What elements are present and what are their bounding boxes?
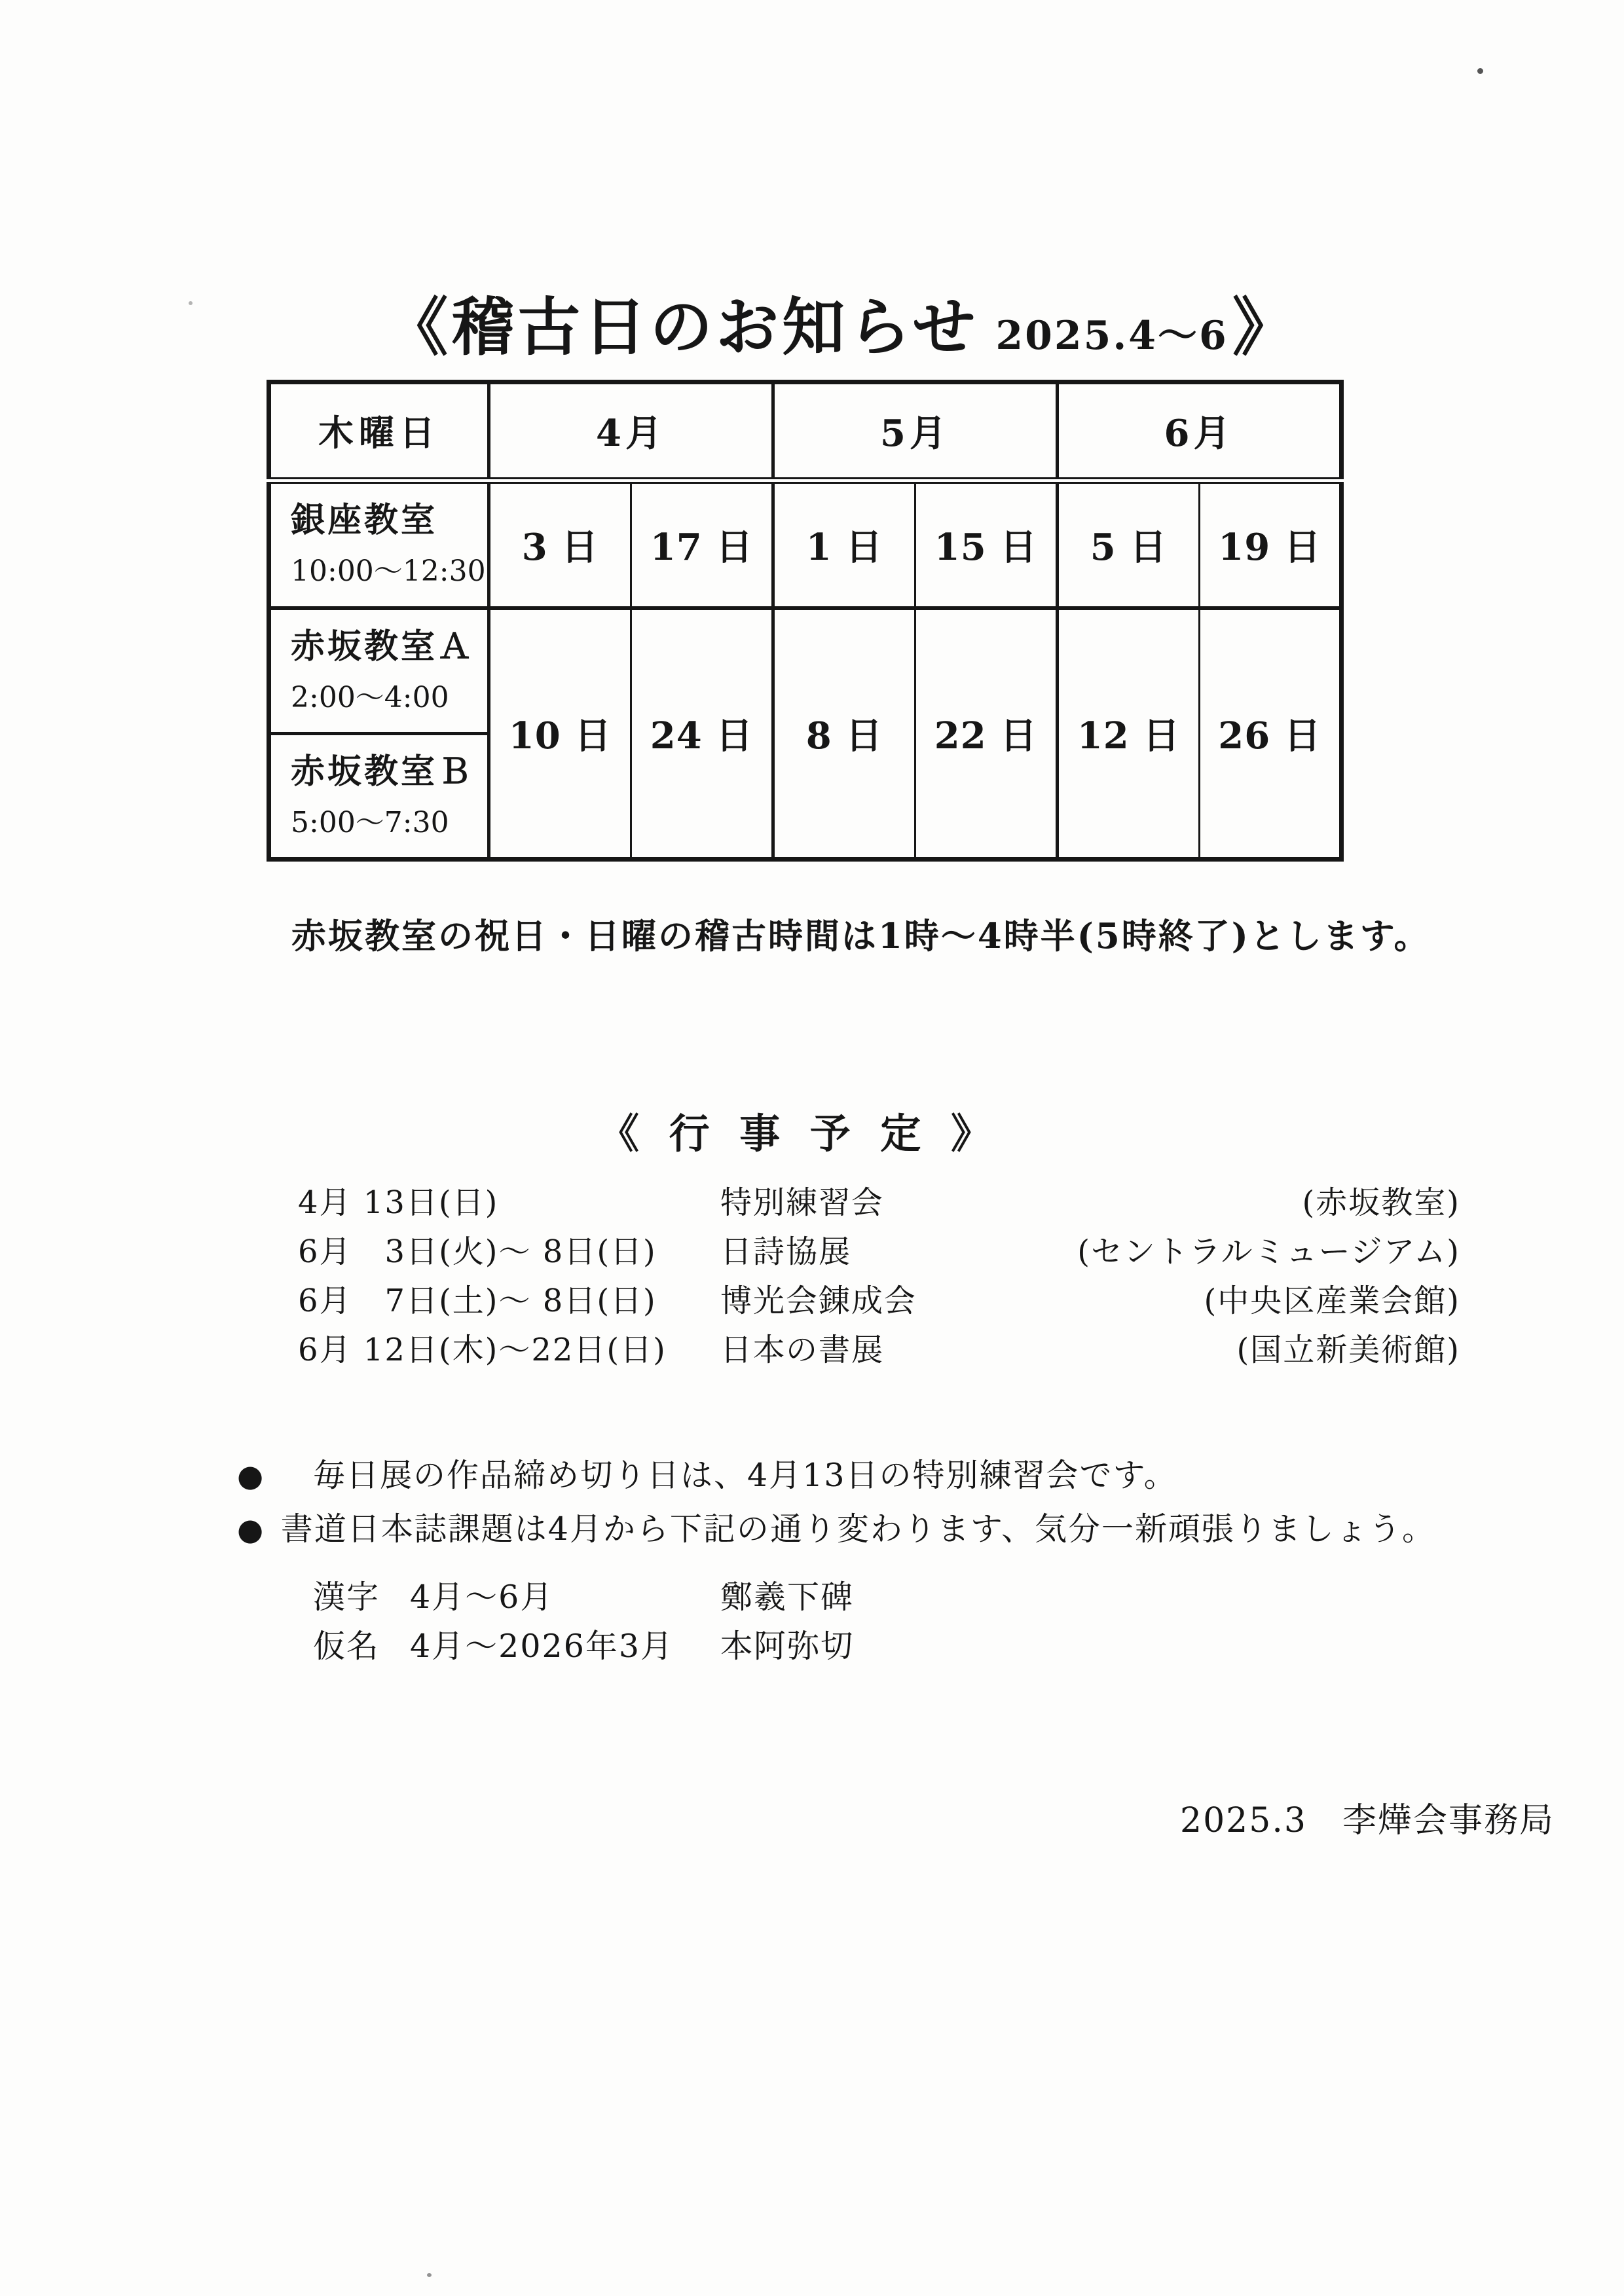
date-cell-akasaka-may-1: 8 日 xyxy=(773,608,915,860)
event-date: 6月 3日(火)～ 8日(日) xyxy=(298,1233,657,1270)
table-row-akasaka-a xyxy=(269,608,1342,734)
bullet-icon: ● xyxy=(237,1458,265,1493)
bullet-icon: ● xyxy=(237,1512,265,1547)
schedule-note: 赤坂教室の祝日・日曜の稽古時間は1時～4時半(5時終了)とします。 xyxy=(291,916,1431,957)
event-row xyxy=(298,1224,1460,1273)
event-venue: (国立新美術館) xyxy=(1236,1332,1460,1368)
room-cell-akasaka-b xyxy=(269,734,489,860)
event-name: 特別練習会 xyxy=(720,1184,885,1221)
issuer-line: 2025.3 李燁会事務局 xyxy=(1180,1801,1555,1840)
assignment-category: 漢字 xyxy=(313,1578,380,1616)
date-cell-ginza-may-1: 1 日 xyxy=(773,481,915,608)
page-title-period: 2025.4～6 xyxy=(995,313,1228,359)
date-cell-akasaka-apr-2: 24 日 xyxy=(631,608,773,860)
assignment-period: 4月～2026年3月 xyxy=(410,1627,674,1665)
events-heading: 《 行 事 予 定 》 xyxy=(599,1110,999,1157)
remark-text: 書道日本誌課題は4月から下記の通り変わります、気分一新頑張りましょう。 xyxy=(280,1510,1435,1548)
page-title xyxy=(0,278,1624,367)
date-cell-ginza-apr-2: 17 日 xyxy=(631,481,773,608)
room-name-akasaka-a: 赤坂教室Ａ xyxy=(291,626,475,666)
table-header-row xyxy=(269,382,1342,481)
event-venue: (赤坂教室) xyxy=(1302,1184,1460,1221)
room-time-akasaka-a: 2:00～4:00 xyxy=(291,680,449,714)
event-venue: (中央区産業会館) xyxy=(1204,1283,1460,1319)
date-cell-ginza-may-2: 15 日 xyxy=(915,481,1058,608)
event-date: 6月 7日(土)～ 8日(日) xyxy=(298,1283,657,1319)
assignment-category: 仮名 xyxy=(313,1627,380,1665)
page-title-close: 》 xyxy=(1232,290,1295,364)
header-cell-day: 木曜日 xyxy=(269,382,489,481)
event-row xyxy=(298,1273,1460,1322)
event-name: 日本の書展 xyxy=(720,1332,885,1368)
event-row xyxy=(298,1322,1460,1372)
event-name: 博光会錬成会 xyxy=(720,1283,917,1319)
event-row xyxy=(298,1175,1460,1224)
event-name: 日詩協展 xyxy=(720,1233,852,1270)
date-cell-akasaka-may-2: 22 日 xyxy=(915,608,1058,860)
event-date: 6月 12日(木)～22日(日) xyxy=(298,1332,667,1368)
date-cell-akasaka-jun-2: 26 日 xyxy=(1200,608,1342,860)
header-cell-april: 4月 xyxy=(489,382,773,481)
room-time-ginza: 10:00～12:30 xyxy=(291,555,486,588)
event-venue: (セントラルミュージアム) xyxy=(1077,1233,1460,1270)
remarks-list xyxy=(237,1457,1435,1564)
header-cell-may: 5月 xyxy=(773,382,1058,481)
schedule-table xyxy=(267,380,1344,862)
room-cell-akasaka-a xyxy=(269,608,489,734)
date-cell-akasaka-jun-1: 12 日 xyxy=(1058,608,1200,860)
date-cell-ginza-jun-2: 19 日 xyxy=(1200,481,1342,608)
room-name-akasaka-b: 赤坂教室Ｂ xyxy=(291,752,475,792)
remark-text: 毎日展の作品締め切り日は、4月13日の特別練習会です。 xyxy=(313,1457,1177,1494)
scan-speck xyxy=(189,301,193,305)
events-list xyxy=(298,1175,1460,1372)
room-name-ginza: 銀座教室 xyxy=(291,500,438,540)
header-cell-june: 6月 xyxy=(1058,382,1342,481)
scan-speck xyxy=(1477,68,1483,74)
date-cell-ginza-jun-1: 5 日 xyxy=(1058,481,1200,608)
remark-item xyxy=(237,1457,1435,1495)
table-row-ginza xyxy=(269,481,1342,608)
assignment-period: 4月～6月 xyxy=(410,1578,554,1616)
event-date: 4月 13日(日) xyxy=(298,1184,499,1221)
assignment-work: 本阿弥切 xyxy=(720,1627,855,1665)
room-cell-ginza xyxy=(269,481,489,608)
assignment-row xyxy=(313,1570,854,1619)
assignment-work: 鄭羲下碑 xyxy=(720,1578,855,1616)
date-cell-ginza-apr-1: 3 日 xyxy=(489,481,631,608)
assignment-row xyxy=(313,1619,854,1668)
assignments-list xyxy=(313,1570,854,1668)
remark-item xyxy=(237,1510,1435,1548)
page-title-text: 《稽古日のお知らせ xyxy=(385,290,979,364)
room-time-akasaka-b: 5:00～7:30 xyxy=(291,806,449,839)
date-cell-akasaka-apr-1: 10 日 xyxy=(489,608,631,860)
scan-speck xyxy=(427,2273,432,2277)
